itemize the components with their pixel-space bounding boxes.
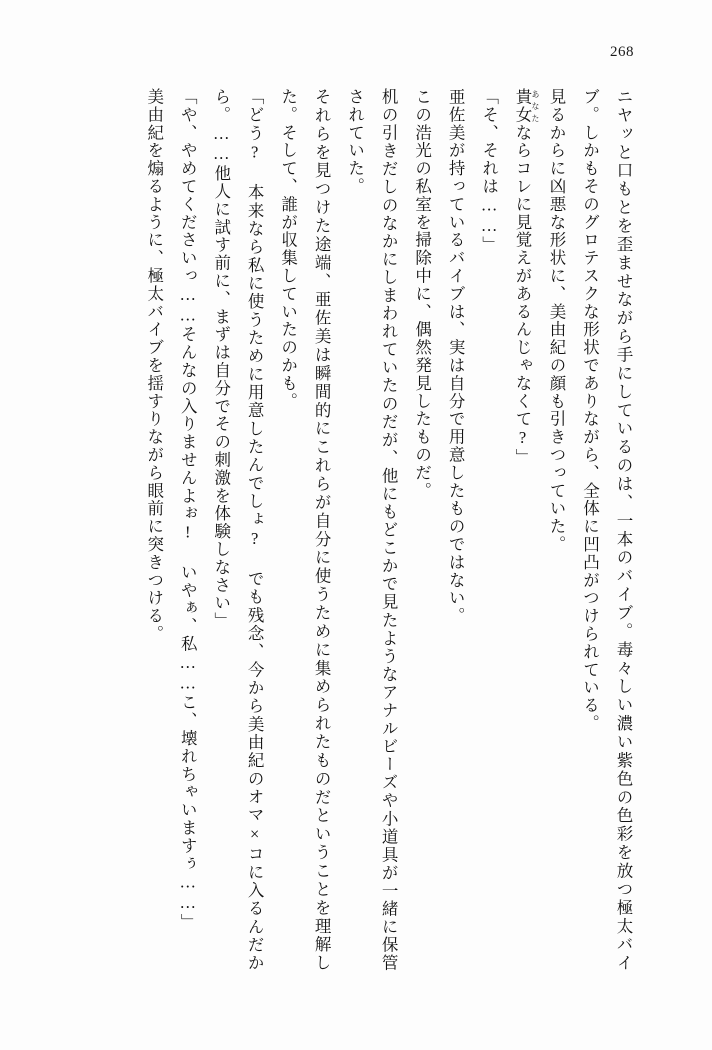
paragraph: 美由紀を煽るように、極太バイブを揺すりながら眼前に突きつける。 [144, 88, 164, 643]
paragraph: 「そ、それは……」 [479, 88, 499, 255]
ruby-base: 貴女 [513, 88, 533, 124]
ruby-text: あなた [531, 88, 541, 124]
paragraph: この浩光の私室を掃除中に、偶然発見したものだ。 [412, 88, 432, 500]
paragraph-rest: ならコレに見覚えがあるんじゃなくて?」 [513, 123, 533, 467]
page-number: 268 [610, 44, 634, 60]
paragraph: それらを見つけた途端、亜佐美は瞬間的にこれらが自分に使うために集められたものだということを理解した。そして、誰が収集していたのかも。 [278, 88, 332, 972]
ruby-annotation [513, 88, 541, 124]
body-text-block [64, 88, 640, 972]
paragraph: 「や、やめてくださいっ……そんなの入りませんよぉ! いやぁ、私……こ、壊れちゃいますぅ……」 [178, 88, 198, 932]
paragraph: 亜佐美が持っているバイブは、実は自分で用意したものではない。 [446, 88, 466, 625]
paragraph: 見るからに凶悪な形状に、美由紀の顔も引きつっていた。 [547, 88, 567, 554]
paragraph: ニヤッと口もとを歪ませながら手にしているのは、一本のバイブ。毒々しい濃い紫色の色彩を放つ極太バイブ。しかもそのグロテスクな形状でありながら、全体に凹凸がつけられている。 [580, 88, 633, 972]
paragraph-with-ruby [506, 88, 540, 972]
paragraph: 「どう? 本来なら私に使うために用意したんでしょ? でも残念、今から美由紀のオマ×コに入るんだから。……他人に試す前に、まずは自分でその刺激を体験しなさい」 [211, 88, 265, 972]
paragraph: 机の引きだしのなかにしまわれていたのだが、他にもどこかで見たようなアナルビーズや小道具が一緒に保管されていた。 [345, 88, 399, 972]
